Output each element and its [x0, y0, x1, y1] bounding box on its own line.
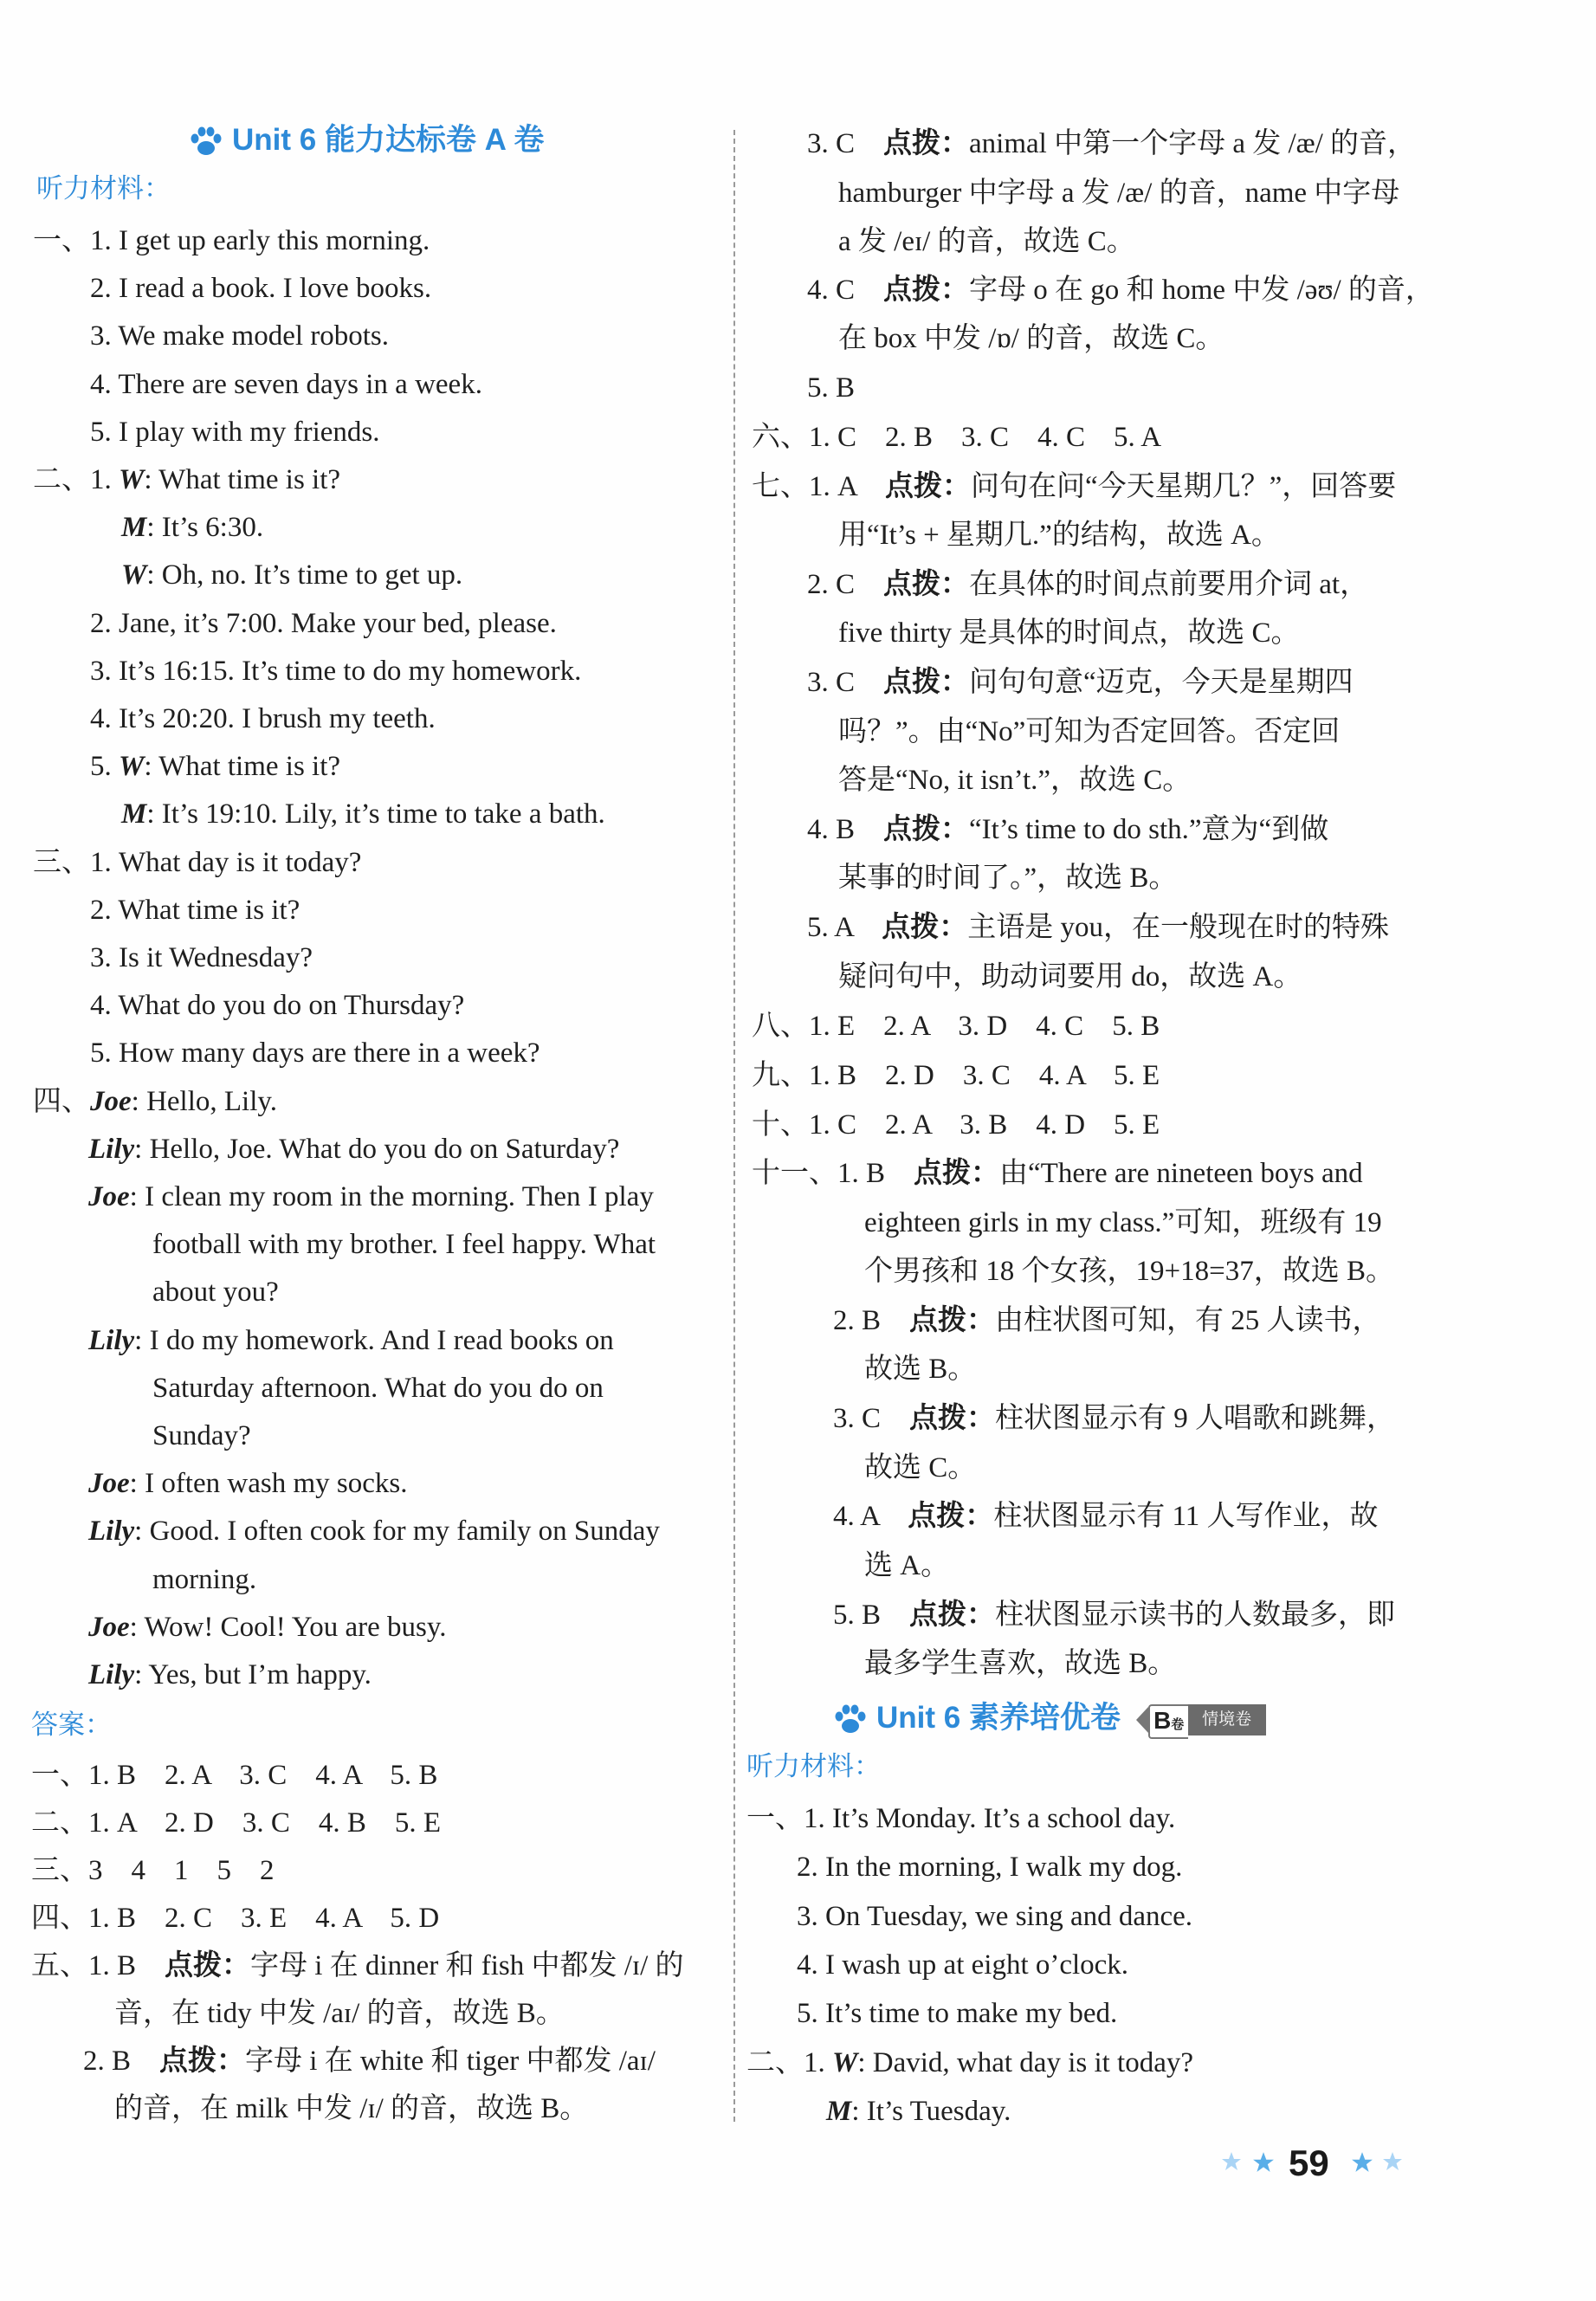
line-text: I get up early this morning. [119, 225, 430, 256]
speaker-name: M [121, 512, 147, 543]
speaker-name: Lily [88, 1516, 135, 1547]
item-number: 5. [797, 1998, 825, 2029]
text-line [90, 415, 380, 449]
badge-arrow-shape [1136, 1707, 1148, 1733]
text-line [807, 371, 855, 405]
item-number: 3. [90, 320, 119, 352]
star-icon [1382, 2151, 1403, 2172]
speaker-name: Lily [88, 1659, 135, 1690]
line-text: 最多学生喜欢，故选 B。 [864, 1648, 1177, 1679]
speaker-name: Joe [88, 1468, 130, 1499]
text-line [114, 2091, 588, 2126]
line-text: 六、1. C 2. B 3. C 4. C 5. A [752, 422, 1162, 453]
line-text: There are seven days in a week. [118, 369, 482, 400]
line-text: 柱状图显示读书的人数最多，即 [995, 1600, 1396, 1631]
line-text: It’s 16:15. It’s time to do my homework. [119, 656, 582, 687]
text-line [90, 271, 431, 306]
text-line [90, 988, 464, 1023]
item-number: 5. B [833, 1600, 910, 1631]
star-icon [1221, 2151, 1242, 2172]
line-text: : What time is it? [144, 464, 341, 495]
line-text: In the morning, I walk my dog. [825, 1852, 1183, 1883]
line-text: hamburger 中字母 a 发 /æ/ 的音，name 中字母 [838, 178, 1400, 209]
badge-letter: B卷 [1148, 1704, 1188, 1739]
item-number: 5. B [807, 372, 856, 404]
line-text: 个男孩和 18 个女孩，19+18=37，故选 B。 [864, 1256, 1394, 1287]
text-line [121, 558, 462, 592]
item-number: 4. [797, 1949, 825, 1981]
line-text: I wash up at eight o’clock. [825, 1949, 1129, 1981]
item-number: 2. B [833, 1305, 910, 1336]
item-number: 2. C [807, 569, 884, 600]
line-text: : Wow! Cool! You are busy. [129, 1612, 447, 1643]
item-number: 2. [90, 895, 119, 926]
line-text: 音，在 tidy 中发 /aɪ/ 的音，故选 B。 [114, 1998, 565, 2029]
line-text: 字母 i 在 dinner 和 fish 中都发 /ɪ/ 的 [250, 1950, 684, 1981]
text-line [752, 469, 1396, 504]
line-text: What do you do on Thursday? [118, 990, 465, 1021]
text-line [152, 1227, 656, 1262]
text-line [33, 1084, 277, 1119]
text-line [746, 2046, 1193, 2080]
item-number: 3. [797, 1901, 825, 1932]
item-number: 3. C [807, 667, 884, 698]
line-text: : It’s 6:30. [146, 512, 264, 543]
text-line [152, 1275, 279, 1309]
text-line [88, 1466, 407, 1501]
listening-label-b: 听力材料： [746, 1751, 881, 1781]
paw-icon [189, 126, 223, 158]
speaker-name: W [119, 751, 145, 782]
speaker-name: Joe [88, 1181, 130, 1212]
text-line [90, 1036, 540, 1070]
hint-label: 点拨： [883, 569, 970, 600]
hint-label: 点拨： [909, 1403, 996, 1434]
line-text: : Hello, Lily. [131, 1086, 277, 1117]
item-number: 3. C [807, 128, 884, 159]
text-line [797, 1948, 1128, 1982]
line-text: Sunday? [152, 1420, 251, 1451]
line-text: about you? [152, 1277, 279, 1308]
page-number-area [1221, 2139, 1429, 2191]
line-text: 故选 C。 [864, 1452, 977, 1483]
line-text: : I do my homework. And I read books on [134, 1325, 614, 1356]
speaker-name: M [121, 798, 147, 830]
hint-label: 点拨： [165, 1950, 251, 1981]
item-number: 十一、1. B [752, 1158, 914, 1189]
hint-label: 点拨： [908, 1501, 994, 1532]
text-line [807, 910, 1389, 945]
item-number: 4. C [807, 275, 884, 306]
line-text: Is it Wednesday? [119, 942, 313, 973]
hint-label: 点拨： [885, 471, 972, 502]
item-number: 二、1. [33, 464, 119, 495]
line-text: Saturday afternoon. What do you do on [152, 1373, 604, 1404]
item-number: 5. [90, 751, 119, 782]
item-number: 4. [90, 990, 119, 1021]
line-text: I play with my friends. [119, 417, 380, 448]
item-number: 5. [90, 417, 119, 448]
text-line [88, 1514, 660, 1548]
item-number: 2. [90, 608, 119, 639]
text-line [152, 1562, 256, 1597]
speaker-name: W [119, 464, 145, 495]
hint-label: 点拨： [909, 1305, 996, 1336]
line-text: : It’s 19:10. Lily, it’s time to take a bath. [146, 798, 605, 830]
text-line [838, 616, 1300, 650]
line-text: : What time is it? [144, 751, 341, 782]
line-text: 在具体的时间点前要用介词 at， [969, 569, 1369, 600]
section-title-a [189, 121, 544, 159]
hint-label: 点拨： [883, 128, 970, 159]
line-text: 柱状图显示有 9 人唱歌和跳舞， [995, 1403, 1396, 1434]
text-line [838, 714, 1340, 749]
text-line [807, 126, 1416, 161]
text-line [752, 1108, 1160, 1142]
item-number: 五、1. B [31, 1950, 165, 1981]
badge-tag: 情境卷 [1188, 1704, 1266, 1735]
line-text: 三、3 4 1 5 2 [31, 1855, 275, 1886]
page-number: 59 [1289, 2143, 1329, 2183]
text-line [121, 797, 605, 831]
speaker-name: M [826, 2096, 852, 2127]
hint-label: 点拨： [883, 814, 970, 845]
item-number: 5. A [807, 912, 882, 943]
line-text: 在 box 中发 /ɒ/ 的音，故选 C。 [838, 323, 1224, 354]
line-text: We make model robots. [118, 320, 390, 352]
text-line [864, 1548, 949, 1583]
line-text: : Oh, no. It’s time to get up. [146, 559, 463, 591]
text-line [833, 1303, 1381, 1338]
item-number: 2. [797, 1852, 825, 1883]
speaker-name: Lily [88, 1325, 135, 1356]
item-number: 4. B [807, 814, 884, 845]
text-line [838, 176, 1399, 210]
line-text: animal 中第一个字母 a 发 /æ/ 的音， [969, 128, 1417, 159]
text-line [31, 1901, 439, 1936]
section-title-b [833, 1699, 1275, 1737]
text-line [152, 1371, 604, 1406]
text-line [31, 1853, 275, 1888]
text-line [88, 1323, 614, 1358]
answers-label: 答案： [31, 1710, 112, 1740]
line-text: : David, what day is it today? [857, 2047, 1194, 2078]
line-text: 四、1. B 2. C 3. E 4. A 5. D [31, 1903, 440, 1934]
line-text: 字母 i 在 white 和 tiger 中都发 /aɪ/ [245, 2046, 656, 2077]
item-number: 3. [90, 656, 119, 687]
text-line [797, 1996, 1117, 2031]
line-text: It’s 20:20. I brush my teeth. [119, 703, 436, 734]
text-line [88, 1658, 372, 1692]
text-line [752, 1156, 1363, 1191]
line-text: Jane, it’s 7:00. Make your bed, please. [119, 608, 557, 639]
text-line [88, 1180, 654, 1214]
star-icon [1351, 2151, 1373, 2174]
hint-label: 点拨： [883, 275, 970, 306]
column-divider [733, 130, 735, 2122]
item-number: 2. [90, 273, 119, 304]
text-line [826, 2094, 1011, 2129]
text-line [838, 763, 1191, 798]
speaker-name: Joe [88, 1612, 130, 1643]
text-line [752, 1058, 1160, 1093]
item-number: 5. [90, 1037, 119, 1069]
speaker-name: Lily [88, 1134, 135, 1165]
line-text: 由柱状图可知，有 25 人读书， [995, 1305, 1381, 1336]
text-line [838, 321, 1224, 356]
text-line [833, 1401, 1395, 1436]
speaker-name: Joe [90, 1086, 132, 1117]
line-text: It’s time to make my bed. [825, 1998, 1118, 2029]
text-line [33, 845, 361, 880]
text-line [797, 1899, 1192, 1934]
line-text: : I often wash my socks. [129, 1468, 408, 1499]
text-line [864, 1205, 1382, 1240]
text-line [797, 1850, 1182, 1884]
line-text: I read a book. I love books. [119, 273, 432, 304]
text-line [114, 1996, 565, 2031]
line-text: 由“There are nineteen boys and [999, 1158, 1363, 1189]
item-number: 一、1. [746, 1803, 832, 1834]
line-text: 十、1. C 2. A 3. B 4. D 5. E [752, 1109, 1160, 1141]
text-line [90, 749, 340, 784]
item-number: 二、1. [746, 2047, 832, 2078]
listening-label-a: 听力材料： [36, 173, 171, 204]
text-line [33, 223, 430, 258]
hint-label: 点拨： [882, 912, 968, 943]
section-title-b-text: Unit 6 素养培优卷 [876, 1701, 1121, 1735]
line-text: football with my brother. I feel happy. What [152, 1229, 656, 1260]
line-text: a 发 /eɪ/ 的音，故选 C。 [838, 226, 1135, 257]
item-number: 4. [90, 369, 119, 400]
text-line [807, 812, 1328, 847]
item-number: 七、1. A [752, 471, 886, 502]
line-text: five thirty 是具体的时间点，故选 C。 [838, 617, 1300, 649]
text-line [864, 1646, 1176, 1681]
text-line [838, 518, 1280, 553]
text-line [833, 1598, 1395, 1632]
line-text: 问句在问“今天星期几？”，回答要 [971, 471, 1397, 502]
line-text: 二、1. A 2. D 3. C 4. B 5. E [31, 1807, 442, 1839]
b-paper-badge [1136, 1704, 1275, 1735]
text-line [90, 606, 557, 641]
line-text: 某事的时间了。”，故选 B。 [838, 863, 1178, 894]
star-icon [1252, 2151, 1275, 2174]
text-line [807, 665, 1354, 700]
line-text: : Good. I often cook for my family on Sunday [134, 1516, 660, 1547]
line-text: : I clean my room in the morning. Then I play [129, 1181, 654, 1212]
text-line [31, 1949, 684, 1983]
line-text: 主语是 you，在一般现在时的特殊 [967, 912, 1389, 943]
text-line [90, 701, 436, 736]
hint-label: 点拨： [909, 1600, 996, 1631]
item-number: 4. [90, 703, 119, 734]
line-text: 用“It’s + 星期几.”的结构，故选 A。 [838, 520, 1280, 551]
line-text: eighteen girls in my class.”可知，班级有 19 [864, 1207, 1382, 1238]
text-line [31, 1806, 441, 1840]
text-line [838, 960, 1302, 994]
section-title-a-text: Unit 6 能力达标卷 A 卷 [232, 123, 545, 157]
item-number: 3. C [833, 1403, 910, 1434]
line-text: 吗？”。由“No”可知为否定回答。否定回 [838, 716, 1341, 747]
text-line [838, 224, 1135, 259]
line-text: 的音，在 milk 中发 /ɪ/ 的音，故选 B。 [114, 2093, 589, 2124]
line-text: How many days are there in a week? [119, 1037, 540, 1069]
line-text: 九、1. B 2. D 3. C 4. A 5. E [752, 1060, 1160, 1091]
text-line [752, 420, 1161, 455]
line-text: 答是“No, it isn’t.”，故选 C。 [838, 765, 1192, 796]
item-number: 四、 [33, 1086, 90, 1117]
item-number: 一、1. [33, 225, 119, 256]
text-line [152, 1419, 251, 1453]
text-line [838, 861, 1177, 895]
line-text: 字母 o 在 go 和 home 中发 /əʊ/ 的音， [969, 275, 1434, 306]
text-line [864, 1254, 1394, 1289]
line-text: morning. [152, 1564, 257, 1595]
line-text: 一、1. B 2. A 3. C 4. A 5. B [31, 1760, 438, 1791]
text-line [864, 1451, 976, 1485]
text-line [833, 1499, 1378, 1534]
speaker-name: W [832, 2047, 858, 2078]
hint-label: 点拨： [883, 667, 970, 698]
line-text: What day is it today? [119, 847, 362, 878]
item-number: 三、1. [33, 847, 119, 878]
text-line [31, 1758, 437, 1793]
text-line [90, 319, 389, 353]
line-text: 柱状图显示有 11 人写作业，故 [993, 1501, 1379, 1532]
text-line [90, 940, 313, 975]
line-text: : Hello, Joe. What do you do on Saturday? [134, 1134, 620, 1165]
text-line [121, 510, 263, 545]
text-line [90, 367, 482, 402]
text-line [88, 1610, 447, 1645]
text-line [746, 1801, 1175, 1836]
text-line [88, 1132, 619, 1167]
hint-label: 点拨： [159, 2046, 246, 2077]
item-number: 2. B [83, 2046, 160, 2077]
text-line [90, 893, 300, 928]
line-text: 八、1. E 2. A 3. D 4. C 5. B [752, 1011, 1160, 1042]
text-line [807, 567, 1368, 602]
line-text: “It’s time to do sth.”意为“到做 [969, 814, 1329, 845]
text-line [752, 1009, 1160, 1044]
text-line [83, 2044, 656, 2078]
text-line [807, 273, 1434, 307]
text-line [864, 1352, 976, 1386]
line-text: 故选 B。 [864, 1354, 977, 1385]
speaker-name: W [121, 559, 147, 591]
item-number: 3. [90, 942, 119, 973]
line-text: On Tuesday, we sing and dance. [825, 1901, 1193, 1932]
paw-icon [833, 1704, 868, 1735]
line-text: 疑问句中，助动词要用 do，故选 A。 [838, 961, 1302, 992]
text-line [90, 654, 581, 688]
line-text: : Yes, but I’m happy. [134, 1659, 372, 1690]
line-text: It’s Monday. It’s a school day. [832, 1803, 1176, 1834]
line-text: 问句句意“迈克，今天是星期四 [969, 667, 1354, 698]
hint-label: 点拨： [914, 1158, 1000, 1189]
item-number: 4. A [833, 1501, 908, 1532]
line-text: : It’s Tuesday. [851, 2096, 1011, 2127]
text-line [33, 462, 340, 497]
line-text: 选 A。 [864, 1550, 950, 1581]
line-text: What time is it? [118, 895, 300, 926]
